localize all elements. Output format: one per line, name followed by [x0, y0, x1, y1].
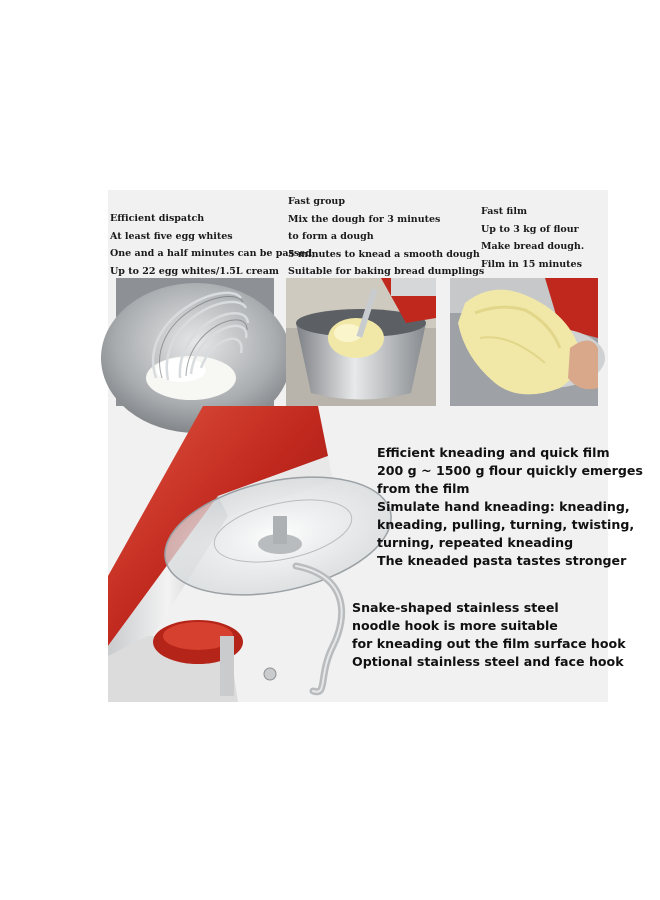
whisk-in-bowl-photo	[116, 278, 274, 406]
feature-fast-group-title: Fast group	[288, 196, 345, 207]
feature-fast-film-title: Fast film	[481, 206, 527, 217]
hook-line: Optional stainless steel and face hook	[352, 654, 624, 669]
kneading-line: kneading, pulling, turning, twisting,	[377, 517, 635, 532]
feature-fast-group-line: to form a dough	[288, 231, 374, 242]
dough-film-photo	[450, 278, 598, 406]
feature-fast-group-line: Suitable for baking bread dumplings	[288, 266, 485, 277]
feature-dispatch-line: One and a half minutes can be passed,	[110, 248, 316, 259]
kneading-line: turning, repeated kneading	[377, 535, 574, 550]
kneading-line: from the film	[377, 481, 470, 496]
feature-fast-group-line: Mix the dough for 3 minutes	[288, 213, 441, 225]
hook-title: Snake-shaped stainless steel	[352, 600, 559, 615]
dough-kneading-photo	[286, 278, 436, 406]
feature-fast-film-line: Make bread dough.	[481, 241, 585, 252]
feature-fast-group-text	[288, 193, 484, 281]
feature-fast-film-line: Film in 15 minutes	[481, 258, 582, 270]
kneading-line: The kneaded pasta tastes stronger	[377, 553, 627, 568]
feature-fast-film-line: Up to 3 kg of flour	[481, 223, 579, 235]
kneading-description	[377, 444, 643, 570]
kneading-line: Simulate hand kneading: kneading,	[377, 499, 630, 514]
kneading-title: Efficient kneading and quick film	[377, 445, 610, 460]
feature-dispatch-line: At least five egg whites	[110, 230, 233, 242]
hook-line: noodle hook is more suitable	[352, 618, 558, 633]
kneading-line: 200 g ~ 1500 g flour quickly emerges	[377, 463, 643, 478]
hook-description	[352, 599, 626, 671]
product-feature-panel	[108, 190, 643, 702]
hook-line: for kneading out the film surface hook	[352, 636, 626, 651]
feature-dispatch-text	[110, 210, 315, 280]
stand-mixer-illustration	[108, 406, 358, 702]
feature-fast-film-text	[481, 203, 584, 273]
feature-dispatch-title: Efficient dispatch	[110, 213, 205, 224]
feature-dispatch-line: Up to 22 egg whites/1.5L cream	[110, 265, 279, 277]
feature-fast-group-line: 5 minutes to knead a smooth dough	[288, 248, 480, 260]
